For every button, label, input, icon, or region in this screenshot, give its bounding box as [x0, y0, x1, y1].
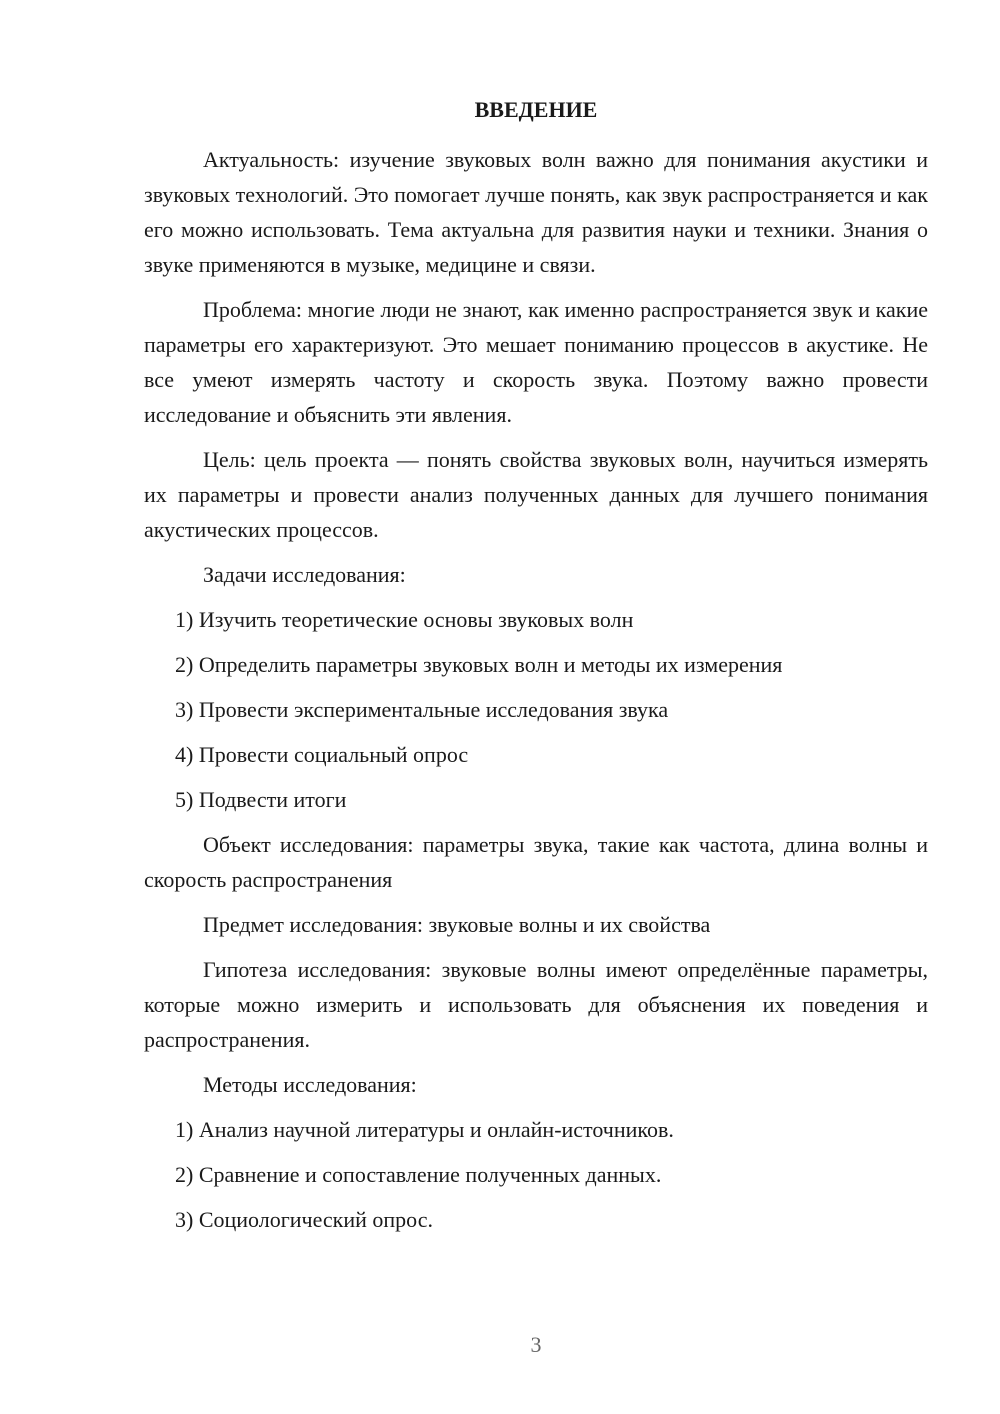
tasks-list — [144, 602, 928, 817]
tasks-heading: Задачи исследования: — [203, 562, 406, 587]
list-item: 3) Социологический опрос. — [175, 1207, 433, 1232]
list-item: 4) Провести социальный опрос — [175, 742, 469, 767]
page-number: 3 — [530, 1332, 542, 1357]
document-page — [144, 92, 928, 1247]
list-item: 2) Сравнение и сопоставление полученных данных. — [175, 1162, 662, 1187]
page-title: ВВЕДЕНИЕ — [474, 97, 598, 122]
list-item: 1) Анализ научной литературы и онлайн-источников. — [175, 1117, 674, 1142]
hypothesis-paragraph: Гипотеза исследования: звуковые волны имеют определённые параметры, которые можно измерить и использовать для объяснения их поведения и распространения. — [144, 957, 928, 1052]
methods-list — [144, 1112, 928, 1237]
subject-paragraph: Предмет исследования: звуковые волны и их свойства — [203, 912, 711, 937]
methods-heading: Методы исследования: — [203, 1072, 417, 1097]
list-item: 5) Подвести итоги — [175, 787, 347, 812]
relevance-paragraph: Актуальность: изучение звуковых волн важно для понимания акустики и звуковых технологий. Это помогает лучше понять, как звук распространяется и как его можно использовать. Тема актуальна для развития науки и техники. Знания о звуке применяются в музыке, медицине и связи. — [144, 147, 928, 277]
object-paragraph: Объект исследования: параметры звука, такие как частота, длина волны и скорость распространения — [144, 832, 928, 892]
list-item: 1) Изучить теоретические основы звуковых волн — [175, 607, 634, 632]
list-item: 3) Провести экспериментальные исследования звука — [175, 697, 669, 722]
problem-paragraph: Проблема: многие люди не знают, как именно распространяется звук и какие параметры его характеризуют. Это мешает пониманию процессов в акустике. Не все умеют измерять частоту и скорость звука. Поэтому важно провести исследование и объяснить эти явления. — [144, 297, 928, 427]
goal-paragraph: Цель: цель проекта — понять свойства звуковых волн, научиться измерять их параметры и провести анализ полученных данных для лучшего понимания акустических процессов. — [144, 447, 928, 542]
list-item: 2) Определить параметры звуковых волн и методы их измерения — [175, 652, 783, 677]
